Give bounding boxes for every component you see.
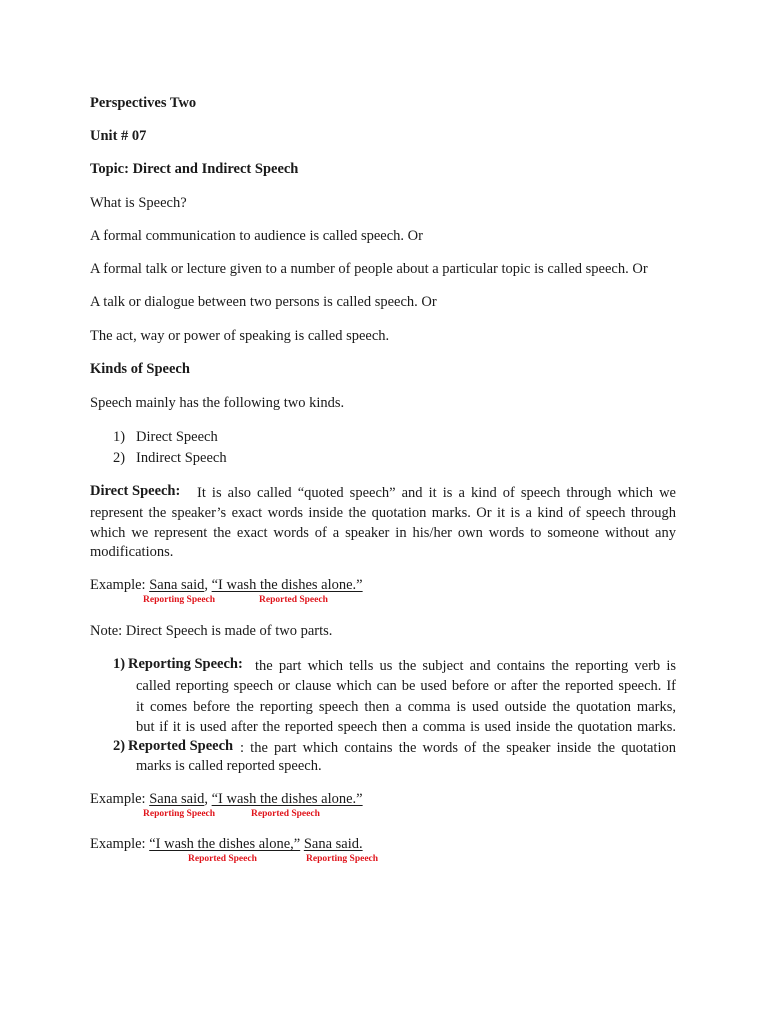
- reporting-part: Sana said: [149, 791, 205, 807]
- reported-speech-tag: Reported Speech: [188, 854, 257, 864]
- reported-speech-term: Reported Speech: [128, 738, 234, 754]
- part-number: 2): [113, 738, 126, 754]
- part-line: called reporting speech or clause which can be used before or after the reported speech. If: [136, 678, 676, 694]
- kind-label: Indirect Speech: [136, 450, 227, 466]
- comma: ,: [204, 791, 208, 807]
- example-label: Example:: [90, 791, 146, 807]
- definition-4: The act, way or power of speaking is called speech.: [90, 328, 390, 344]
- reporting-speech-tag: Reporting Speech: [143, 809, 216, 819]
- example-sentence: [90, 836, 363, 853]
- reported-part: “I wash the dishes alone.”: [211, 791, 363, 807]
- direct-speech-line: which we represent the exact words of a speaker in his/her own words to someone without any: [90, 525, 676, 541]
- kinds-lead: Speech mainly has the following two kinds.: [90, 395, 345, 411]
- example-label: Example:: [90, 836, 146, 852]
- direct-speech-term: Direct Speech:: [90, 483, 181, 499]
- reported-part: “I wash the dishes alone,”: [149, 836, 301, 852]
- unit-number: Unit # 07: [90, 128, 147, 144]
- part-line: : the part which contains the words of the speaker inside the quotation: [240, 740, 676, 756]
- definition-3: A talk or dialogue between two persons is called speech. Or: [90, 294, 437, 310]
- definition-2: A formal talk or lecture given to a number of people about a particular topic is called speech. Or: [90, 261, 648, 277]
- reported-part: “I wash the dishes alone.”: [211, 577, 363, 593]
- speech-question: What is Speech?: [90, 195, 187, 211]
- example-label: Example:: [90, 577, 146, 593]
- kind-label: Direct Speech: [136, 429, 218, 445]
- part-line: marks is called reported speech.: [136, 758, 322, 774]
- comma: ,: [204, 577, 208, 593]
- note-text: Note: Direct Speech is made of two parts.: [90, 623, 333, 639]
- example-sentence: [90, 577, 363, 594]
- reporting-speech-tag: Reporting Speech: [143, 595, 216, 605]
- book-title: Perspectives Two: [90, 95, 197, 111]
- direct-speech-line: modifications.: [90, 544, 174, 560]
- reported-speech-tag: Reported Speech: [251, 809, 320, 819]
- kinds-heading: Kinds of Speech: [90, 361, 190, 377]
- definition-1: A formal communication to audience is called speech. Or: [90, 228, 423, 244]
- part-line: but if it is used after the reported speech then a comma is used inside the quotation marks.: [136, 719, 676, 735]
- reporting-part: Sana said.: [303, 836, 363, 852]
- part-number: 1): [113, 656, 126, 672]
- kind-number: 2): [113, 450, 126, 466]
- direct-speech-line: represent the speaker’s exact words inside the quotation marks. Or it is a kind of speech through: [90, 505, 676, 521]
- part-line: the part which tells us the subject and contains the reporting verb is: [255, 658, 676, 674]
- reporting-speech-term: Reporting Speech:: [128, 656, 243, 672]
- direct-speech-line: It is also called “quoted speech” and it is a kind of speech through which we: [197, 485, 676, 501]
- reporting-part: Sana said: [149, 577, 205, 593]
- example-sentence: [90, 791, 363, 808]
- kind-number: 1): [113, 429, 126, 445]
- reported-speech-tag: Reported Speech: [259, 595, 328, 605]
- part-line: it comes before the reporting speech then a comma is used outside the quotation marks,: [136, 699, 676, 715]
- reporting-speech-tag: Reporting Speech: [306, 854, 379, 864]
- topic-heading: Topic: Direct and Indirect Speech: [90, 161, 299, 177]
